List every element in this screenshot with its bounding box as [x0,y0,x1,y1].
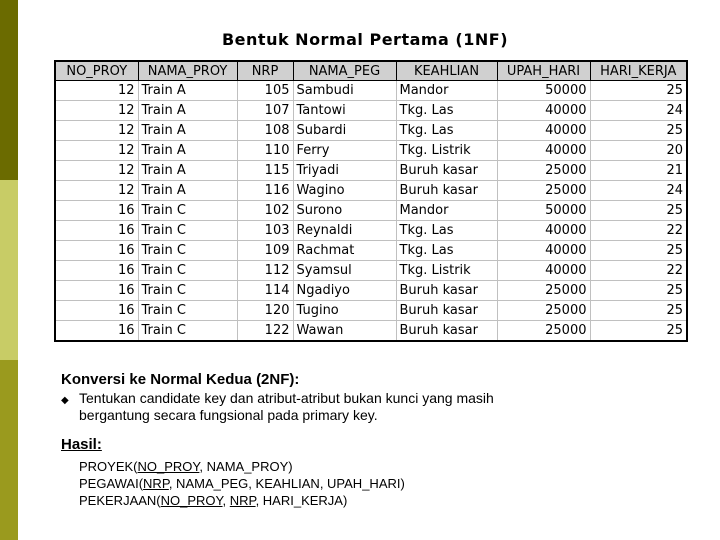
slide-title: Bentuk Normal Pertama (1NF) [221,30,508,49]
cell-nrp: 102 [237,201,293,221]
cell-nama-proy: Train C [138,301,237,321]
cell-keahlian: Buruh kasar [396,301,497,321]
cell-hari-kerja: 25 [590,301,687,321]
table-header-row [55,61,687,81]
header-hari-kerja: HARI_KERJA [590,61,687,81]
cell-nrp: 120 [237,301,293,321]
cell-nrp: 122 [237,321,293,342]
cell-upah-hari: 50000 [497,201,590,221]
cell-upah-hari: 40000 [497,121,590,141]
cell-no-proy: 16 [55,221,138,241]
side-bar-middle [0,180,18,360]
cell-hari-kerja: 25 [590,241,687,261]
cell-keahlian: Buruh kasar [396,161,497,181]
cell-keahlian: Tkg. Listrik [396,261,497,281]
schema-pekerjaan-sep: , [222,493,230,508]
table-row [55,301,687,321]
cell-hari-kerja: 25 [590,121,687,141]
cell-nama-proy: Train A [138,181,237,201]
cell-nama-proy: Train C [138,241,237,261]
header-nama-proy: NAMA_PROY [138,61,237,81]
table-container [54,60,686,342]
cell-upah-hari: 40000 [497,261,590,281]
cell-nama-peg: Tugino [293,301,396,321]
cell-nama-proy: Train C [138,261,237,281]
diamond-bullet-icon: ◆ [61,395,69,406]
table-row [55,221,687,241]
header-no-proy: NO_PROY [55,61,138,81]
schema-proyek-prefix: PROYEK( [79,459,138,474]
cell-upah-hari: 40000 [497,221,590,241]
cell-no-proy: 12 [55,121,138,141]
konversi-bullet-text: Tentukan candidate key dan atribut-atribut bukan kunci yang masih bergantung secara fungsional pada primary key. [79,390,494,423]
cell-upah-hari: 25000 [497,281,590,301]
header-keahlian: KEAHLIAN [396,61,497,81]
cell-keahlian: Tkg. Las [396,121,497,141]
cell-nama-proy: Train A [138,101,237,121]
cell-hari-kerja: 21 [590,161,687,181]
schema-pekerjaan-prefix: PEKERJAAN( [79,493,161,508]
nf1-table [54,60,688,342]
cell-nama-peg: Syamsul [293,261,396,281]
cell-nama-proy: Train A [138,141,237,161]
cell-upah-hari: 25000 [497,301,590,321]
cell-nrp: 108 [237,121,293,141]
cell-upah-hari: 25000 [497,181,590,201]
cell-keahlian: Buruh kasar [396,321,497,342]
cell-nama-proy: Train A [138,161,237,181]
cell-upah-hari: 25000 [497,161,590,181]
cell-nrp: 107 [237,101,293,121]
schema-pekerjaan-key2: NRP [229,493,256,508]
cell-no-proy: 12 [55,181,138,201]
cell-hari-kerja: 24 [590,181,687,201]
schema-pegawai-prefix: PEGAWAI( [79,476,144,491]
cell-keahlian: Tkg. Las [396,101,497,121]
cell-hari-kerja: 22 [590,221,687,241]
schema-pekerjaan-key1: NO_PROY [160,493,223,508]
cell-nrp: 116 [237,181,293,201]
schema-proyek-rest: , NAMA_PROY) [199,459,293,474]
cell-nrp: 114 [237,281,293,301]
cell-no-proy: 16 [55,241,138,261]
cell-keahlian: Tkg. Listrik [396,141,497,161]
cell-nama-peg: Rachmat [293,241,396,261]
cell-nrp: 105 [237,81,293,101]
schema-proyek-key: NO_PROY [137,459,200,474]
table-body [55,81,687,342]
header-upah-hari: UPAH_HARI [497,61,590,81]
cell-no-proy: 12 [55,161,138,181]
table-row [55,161,687,181]
cell-nama-proy: Train C [138,321,237,342]
cell-nrp: 110 [237,141,293,161]
table-row [55,121,687,141]
cell-hari-kerja: 20 [590,141,687,161]
cell-nama-peg: Surono [293,201,396,221]
konversi-title: Konversi ke Normal Kedua (2NF): [61,371,300,388]
cell-nrp: 115 [237,161,293,181]
cell-no-proy: 12 [55,81,138,101]
table-row [55,141,687,161]
cell-keahlian: Buruh kasar [396,181,497,201]
table-row [55,81,687,101]
cell-hari-kerja: 24 [590,101,687,121]
header-nrp: NRP [237,61,293,81]
header-nama-peg: NAMA_PEG [293,61,396,81]
cell-no-proy: 16 [55,261,138,281]
cell-no-proy: 12 [55,101,138,121]
schema-pegawai-rest: , NAMA_PEG, KEAHLIAN, UPAH_HARI) [168,476,405,491]
schema-proyek [79,459,293,474]
table-row [55,101,687,121]
cell-nama-proy: Train A [138,121,237,141]
cell-no-proy: 16 [55,201,138,221]
cell-nama-proy: Train A [138,81,237,101]
table-row [55,281,687,301]
cell-nama-proy: Train C [138,281,237,301]
schema-pekerjaan-rest: , HARI_KERJA) [255,493,348,508]
cell-nama-peg: Tantowi [293,101,396,121]
cell-nama-peg: Wagino [293,181,396,201]
cell-nama-peg: Triyadi [293,161,396,181]
cell-upah-hari: 40000 [497,141,590,161]
cell-nama-peg: Reynaldi [293,221,396,241]
cell-upah-hari: 50000 [497,81,590,101]
cell-keahlian: Tkg. Las [396,241,497,261]
table-row [55,261,687,281]
cell-upah-hari: 40000 [497,241,590,261]
hasil-title: Hasil: [61,436,102,453]
cell-nama-proy: Train C [138,221,237,241]
cell-nrp: 112 [237,261,293,281]
cell-upah-hari: 25000 [497,321,590,342]
cell-hari-kerja: 25 [590,201,687,221]
table-row [55,201,687,221]
cell-nrp: 103 [237,221,293,241]
table-row [55,181,687,201]
cell-nama-proy: Train C [138,201,237,221]
side-bar-bottom [0,360,18,540]
cell-no-proy: 16 [55,301,138,321]
cell-no-proy: 16 [55,321,138,342]
cell-nama-peg: Wawan [293,321,396,342]
cell-no-proy: 12 [55,141,138,161]
konversi-bullet [61,390,531,424]
cell-nrp: 109 [237,241,293,261]
cell-keahlian: Mandor [396,201,497,221]
side-bar-top [0,0,18,180]
cell-keahlian: Buruh kasar [396,281,497,301]
cell-hari-kerja: 22 [590,261,687,281]
schema-pekerjaan [79,493,347,508]
schema-pegawai [79,476,405,491]
cell-upah-hari: 40000 [497,101,590,121]
cell-nama-peg: Ferry [293,141,396,161]
table-row [55,241,687,261]
cell-hari-kerja: 25 [590,281,687,301]
table-row [55,321,687,342]
cell-no-proy: 16 [55,281,138,301]
cell-keahlian: Mandor [396,81,497,101]
cell-nama-peg: Sambudi [293,81,396,101]
schema-pegawai-key: NRP [143,476,169,491]
cell-hari-kerja: 25 [590,321,687,342]
cell-hari-kerja: 25 [590,81,687,101]
cell-nama-peg: Ngadiyo [293,281,396,301]
cell-nama-peg: Subardi [293,121,396,141]
cell-keahlian: Tkg. Las [396,221,497,241]
